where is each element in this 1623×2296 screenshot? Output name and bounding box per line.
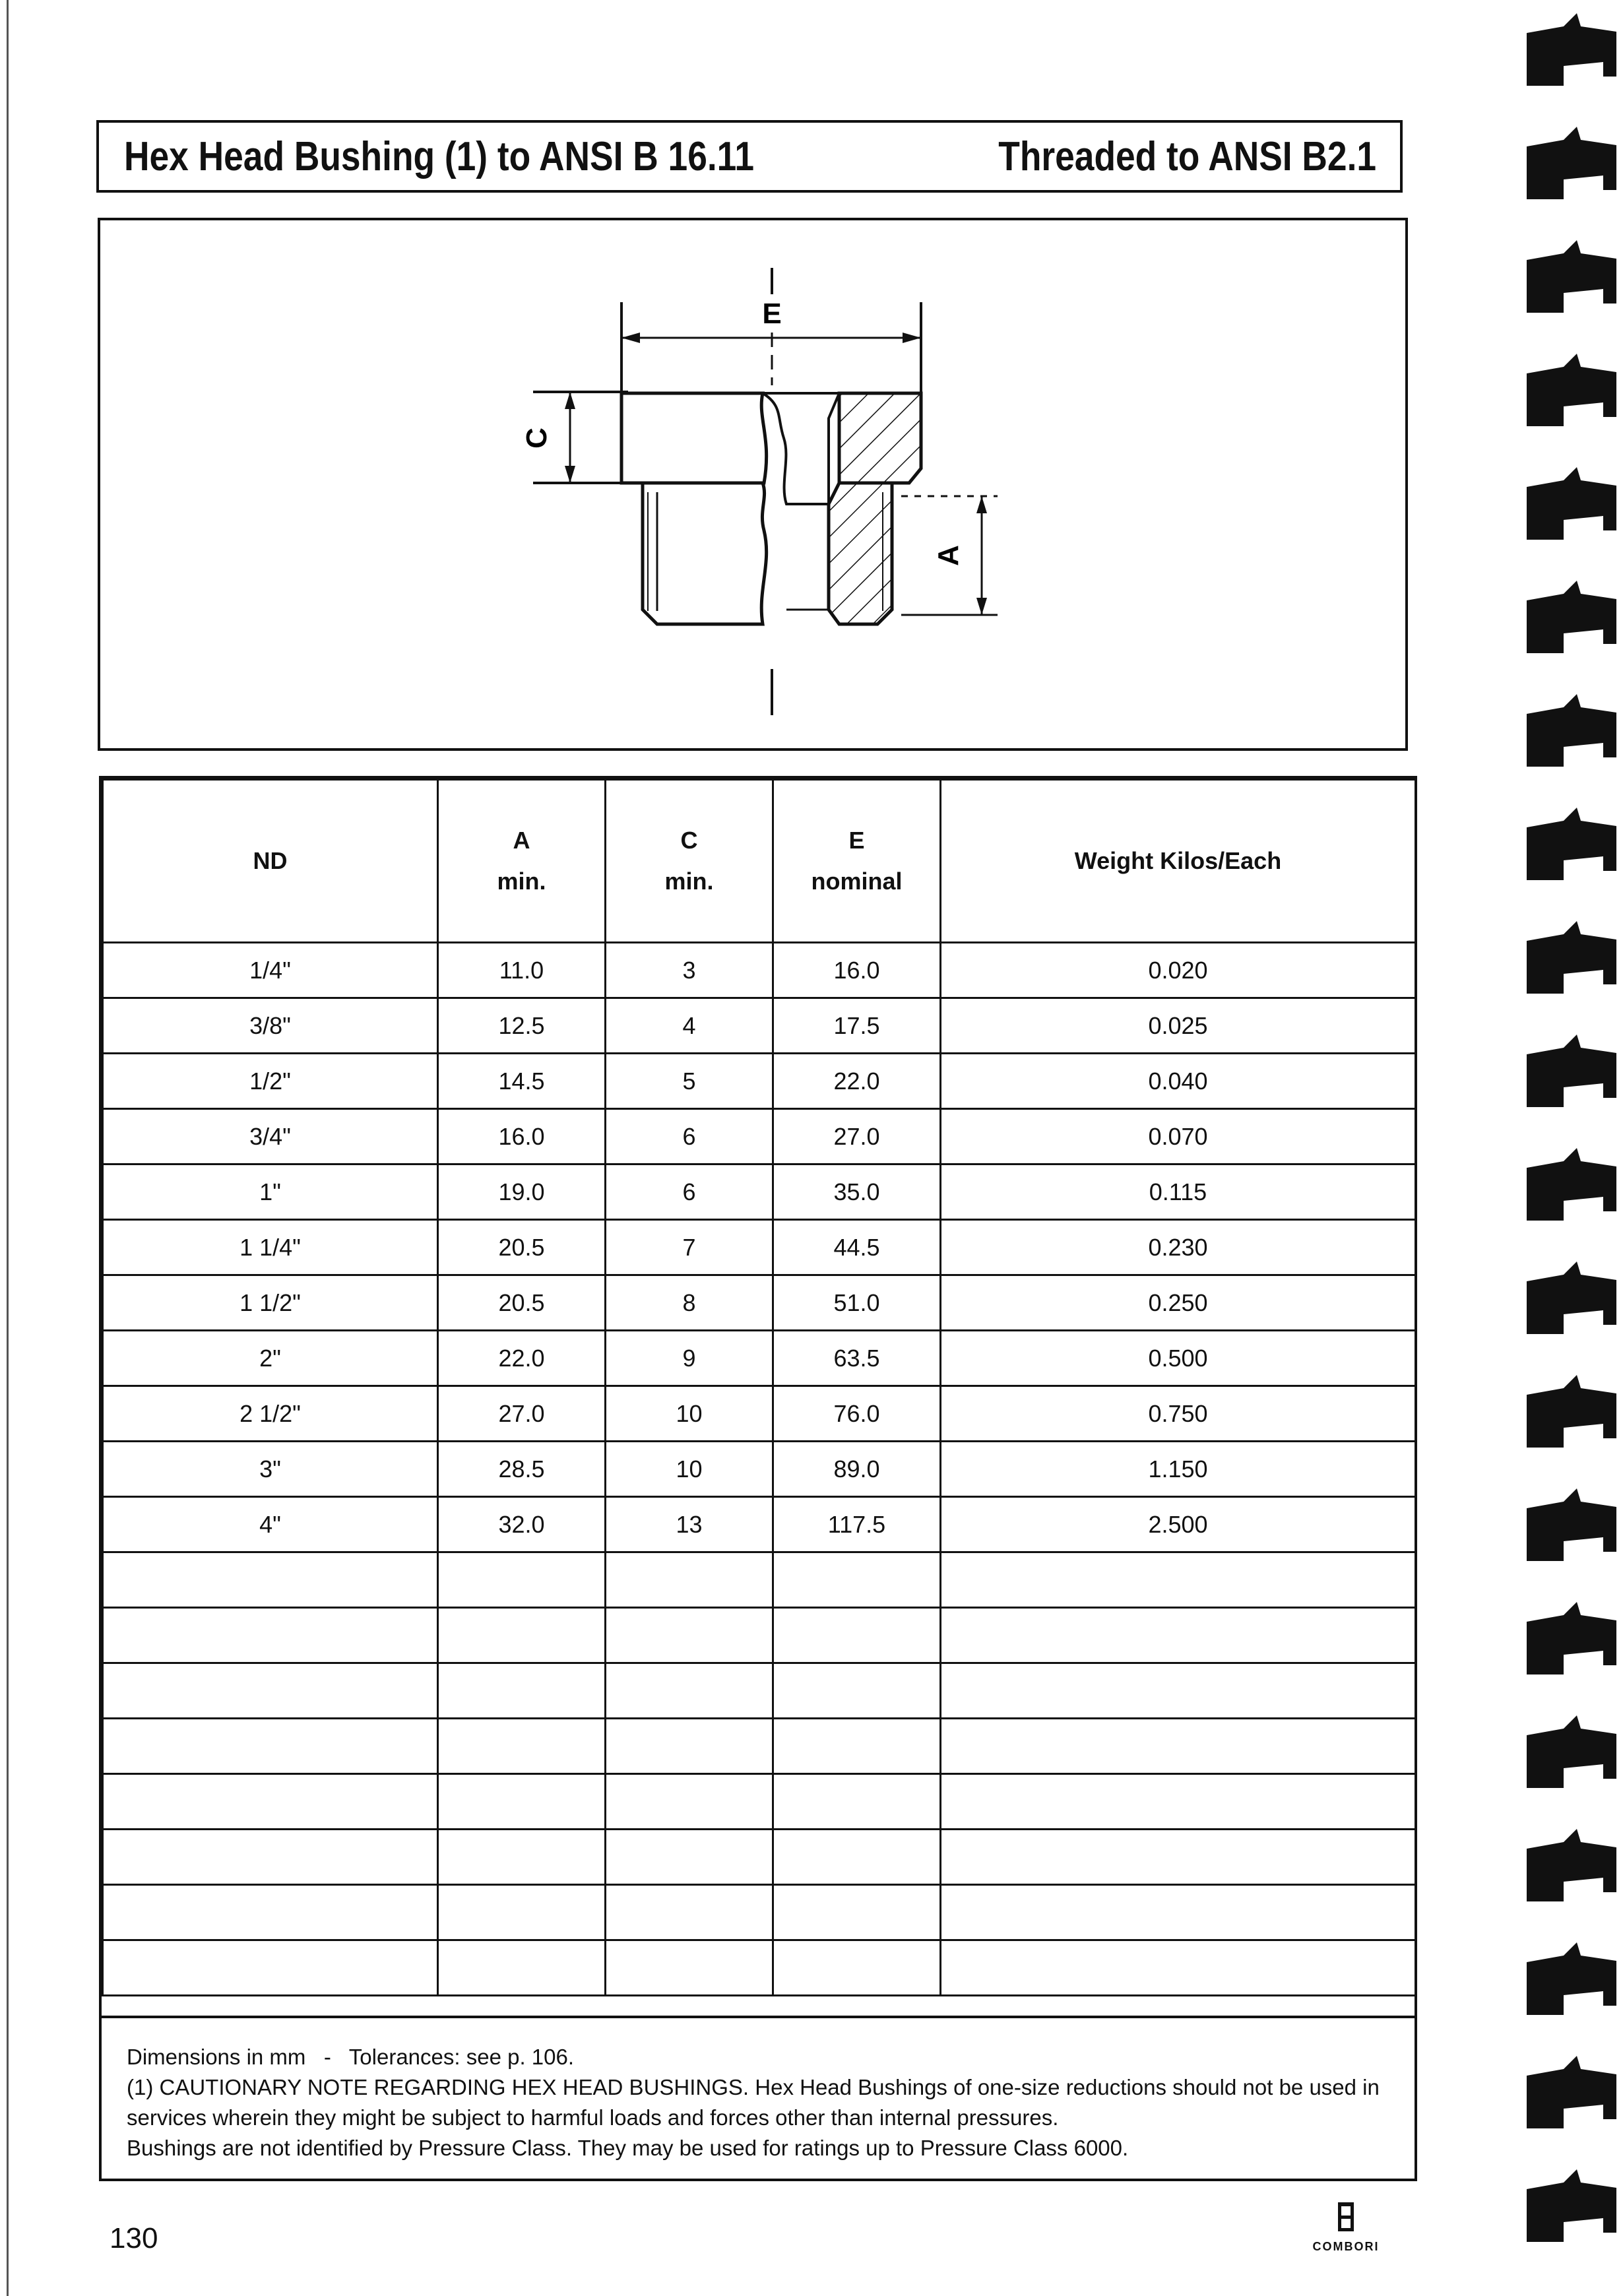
binding-tab	[1527, 1942, 1616, 2015]
cell-weight: 1.150	[941, 1442, 1416, 1497]
empty-cell	[941, 1608, 1416, 1663]
cell-a-min: 12.5	[438, 998, 606, 1054]
binding-tab	[1527, 1488, 1616, 1561]
cell-c-min: 13	[606, 1497, 773, 1552]
cell-e-nominal: 16.0	[773, 943, 941, 998]
cell-a-min: 27.0	[438, 1386, 606, 1442]
binding-tab	[1527, 1148, 1616, 1221]
cell-nd: 1/2"	[103, 1054, 438, 1109]
cell-c-min: 10	[606, 1386, 773, 1442]
note-cautionary: (1) CAUTIONARY NOTE REGARDING HEX HEAD BUSHINGS. Hex Head Bushings of one-size reductions should not be used in services wherein they might be subject to harmful loads and forces other than internal pressures.	[127, 2075, 1380, 2130]
table-row	[103, 1331, 1416, 1386]
binding-tab	[1527, 467, 1616, 540]
cell-e-nominal: 22.0	[773, 1054, 941, 1109]
empty-cell	[438, 1608, 606, 1663]
empty-cell	[941, 1885, 1416, 1940]
cell-nd: 1 1/4"	[103, 1220, 438, 1275]
table-row	[103, 943, 1416, 998]
header-e: E nominal	[773, 780, 941, 943]
cell-nd: 1 1/2"	[103, 1275, 438, 1331]
cell-weight: 2.500	[941, 1497, 1416, 1552]
empty-cell	[103, 1774, 438, 1830]
cell-nd: 3/4"	[103, 1109, 438, 1164]
cell-nd: 3/8"	[103, 998, 438, 1054]
empty-cell	[941, 1552, 1416, 1608]
binding-tab	[1527, 1261, 1616, 1334]
empty-cell	[773, 1940, 941, 1996]
title-right: Threaded to ANSI B2.1	[998, 133, 1376, 179]
logo-text: COMBORI	[1312, 2240, 1380, 2253]
cell-nd: 2 1/2"	[103, 1386, 438, 1442]
empty-cell	[606, 1552, 773, 1608]
header-nd: ND	[103, 780, 438, 943]
binding-tab	[1527, 2169, 1616, 2242]
cell-c-min: 8	[606, 1275, 773, 1331]
empty-cell	[438, 1830, 606, 1885]
cell-a-min: 32.0	[438, 1497, 606, 1552]
cell-weight: 0.230	[941, 1220, 1416, 1275]
empty-cell	[606, 1719, 773, 1774]
cell-e-nominal: 89.0	[773, 1442, 941, 1497]
notes-block	[102, 2016, 1415, 2179]
cell-a-min: 22.0	[438, 1331, 606, 1386]
cell-a-min: 20.5	[438, 1275, 606, 1331]
cell-weight: 0.070	[941, 1109, 1416, 1164]
header-a: A min.	[438, 780, 606, 943]
empty-cell	[941, 1940, 1416, 1996]
table-row	[103, 1275, 1416, 1331]
empty-cell	[773, 1719, 941, 1774]
empty-cell	[941, 1830, 1416, 1885]
empty-table-row	[103, 1719, 1416, 1774]
cell-a-min: 20.5	[438, 1220, 606, 1275]
table-body	[103, 943, 1416, 1996]
dimensions-table-box	[99, 776, 1417, 2181]
cell-weight: 0.750	[941, 1386, 1416, 1442]
cell-e-nominal: 17.5	[773, 998, 941, 1054]
cell-e-nominal: 76.0	[773, 1386, 941, 1442]
empty-cell	[103, 1885, 438, 1940]
cell-weight: 0.115	[941, 1164, 1416, 1220]
cell-nd: 1/4"	[103, 943, 438, 998]
cell-e-nominal: 35.0	[773, 1164, 941, 1220]
table-row	[103, 998, 1416, 1054]
empty-cell	[606, 1940, 773, 1996]
table-row	[103, 1220, 1416, 1275]
empty-cell	[438, 1940, 606, 1996]
cell-weight: 0.500	[941, 1331, 1416, 1386]
empty-cell	[103, 1608, 438, 1663]
cell-c-min: 3	[606, 943, 773, 998]
cell-nd: 3"	[103, 1442, 438, 1497]
table-row	[103, 1054, 1416, 1109]
empty-table-row	[103, 1608, 1416, 1663]
binding-tab	[1527, 1375, 1616, 1448]
cell-e-nominal: 117.5	[773, 1497, 941, 1552]
publisher-logo	[1306, 2201, 1385, 2254]
spiral-binding	[1517, 0, 1623, 2296]
dimension-label-a: A	[932, 545, 965, 566]
empty-table-row	[103, 1940, 1416, 1996]
dimension-label-e: E	[762, 298, 782, 330]
table-row	[103, 1386, 1416, 1442]
empty-cell	[606, 1885, 773, 1940]
empty-cell	[103, 1663, 438, 1719]
empty-table-row	[103, 1552, 1416, 1608]
empty-table-row	[103, 1830, 1416, 1885]
empty-cell	[438, 1552, 606, 1608]
empty-cell	[941, 1663, 1416, 1719]
cell-a-min: 16.0	[438, 1109, 606, 1164]
cell-a-min: 14.5	[438, 1054, 606, 1109]
binding-tab	[1527, 354, 1616, 426]
empty-cell	[773, 1885, 941, 1940]
header-weight: Weight Kilos/Each	[941, 780, 1416, 943]
empty-table-row	[103, 1774, 1416, 1830]
empty-cell	[438, 1663, 606, 1719]
cell-c-min: 7	[606, 1220, 773, 1275]
cell-e-nominal: 51.0	[773, 1275, 941, 1331]
cell-e-nominal: 27.0	[773, 1109, 941, 1164]
empty-cell	[606, 1663, 773, 1719]
table-row	[103, 1497, 1416, 1552]
empty-table-row	[103, 1885, 1416, 1940]
logo-mark-icon	[1333, 2201, 1359, 2234]
dimensions-table	[102, 779, 1416, 1996]
dimension-label-c: C	[521, 428, 553, 449]
technical-drawing	[98, 218, 1408, 751]
cell-weight: 0.025	[941, 998, 1416, 1054]
empty-cell	[941, 1719, 1416, 1774]
empty-cell	[773, 1552, 941, 1608]
cell-c-min: 5	[606, 1054, 773, 1109]
empty-cell	[606, 1774, 773, 1830]
binding-tab	[1527, 694, 1616, 767]
empty-cell	[773, 1608, 941, 1663]
empty-cell	[103, 1552, 438, 1608]
binding-tab	[1527, 1715, 1616, 1788]
cell-weight: 0.040	[941, 1054, 1416, 1109]
binding-tab	[1527, 13, 1616, 86]
empty-cell	[438, 1774, 606, 1830]
bushing-drawing	[100, 220, 1411, 753]
binding-tab	[1527, 127, 1616, 199]
empty-cell	[103, 1719, 438, 1774]
cell-c-min: 4	[606, 998, 773, 1054]
title-left: Hex Head Bushing (1) to ANSI B 16.11	[124, 133, 755, 179]
empty-cell	[773, 1663, 941, 1719]
cell-e-nominal: 63.5	[773, 1331, 941, 1386]
empty-cell	[773, 1830, 941, 1885]
cell-a-min: 11.0	[438, 943, 606, 998]
binding-tab	[1527, 808, 1616, 880]
cell-weight: 0.250	[941, 1275, 1416, 1331]
table-header-row	[103, 780, 1416, 943]
cell-nd: 2"	[103, 1331, 438, 1386]
binding-tab	[1527, 1035, 1616, 1107]
header-c: C min.	[606, 780, 773, 943]
binding-tab	[1527, 1829, 1616, 1901]
cell-e-nominal: 44.5	[773, 1220, 941, 1275]
binding-tab	[1527, 2056, 1616, 2128]
title-bar	[96, 120, 1403, 193]
cell-c-min: 6	[606, 1109, 773, 1164]
empty-cell	[103, 1830, 438, 1885]
binding-tab	[1527, 240, 1616, 313]
table-row	[103, 1442, 1416, 1497]
empty-cell	[438, 1885, 606, 1940]
note-dimensions: Dimensions in mm - Tolerances: see p. 106.	[127, 2045, 575, 2069]
empty-cell	[438, 1719, 606, 1774]
empty-cell	[606, 1608, 773, 1663]
page-number: 130	[110, 2222, 158, 2254]
cell-c-min: 10	[606, 1442, 773, 1497]
binding-tab	[1527, 921, 1616, 994]
note-pressure-class: Bushings are not identified by Pressure Class. They may be used for ratings up to Pressure Class 6000.	[127, 2136, 1129, 2160]
left-margin-rule	[7, 0, 9, 2296]
cell-a-min: 19.0	[438, 1164, 606, 1220]
empty-cell	[103, 1940, 438, 1996]
cell-nd: 4"	[103, 1497, 438, 1552]
binding-tab	[1527, 581, 1616, 653]
empty-cell	[773, 1774, 941, 1830]
cell-weight: 0.020	[941, 943, 1416, 998]
cell-nd: 1"	[103, 1164, 438, 1220]
table-row	[103, 1164, 1416, 1220]
empty-cell	[941, 1774, 1416, 1830]
empty-cell	[606, 1830, 773, 1885]
cell-c-min: 6	[606, 1164, 773, 1220]
cell-a-min: 28.5	[438, 1442, 606, 1497]
cell-c-min: 9	[606, 1331, 773, 1386]
empty-table-row	[103, 1663, 1416, 1719]
binding-tab	[1527, 1602, 1616, 1674]
table-row	[103, 1109, 1416, 1164]
